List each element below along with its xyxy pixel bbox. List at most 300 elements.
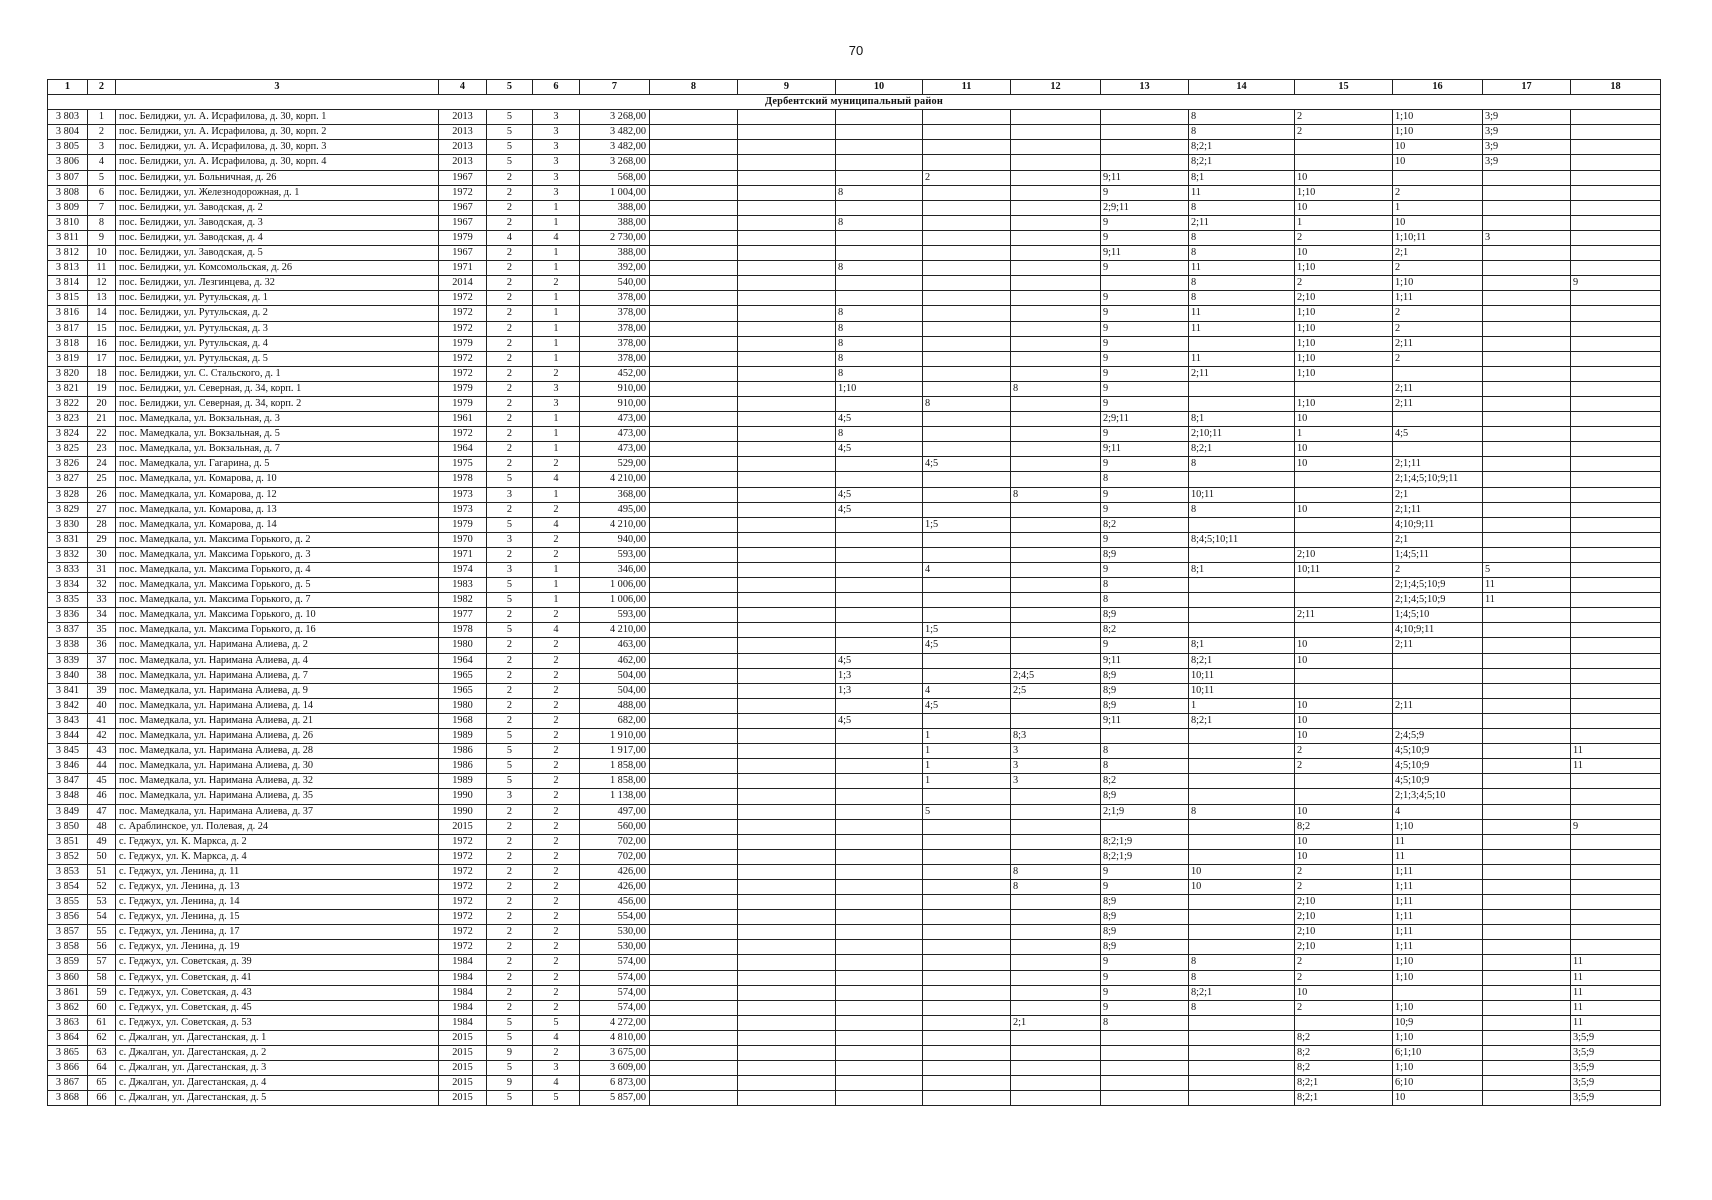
work-plan-col-13-cell: 9 [1101, 638, 1189, 653]
work-plan-col-10-cell [836, 457, 923, 472]
table-row [48, 261, 1661, 276]
work-plan-col-10-cell [836, 819, 923, 834]
item-number-cell: 57 [88, 955, 116, 970]
work-plan-col-16-cell: 1;10 [1393, 125, 1483, 140]
work-plan-col-8-cell [650, 230, 738, 245]
table-row [48, 215, 1661, 230]
work-plan-col-15-cell: 1 [1295, 427, 1393, 442]
work-plan-col-13-cell: 8;9 [1101, 789, 1189, 804]
registry-number-cell: 3 847 [48, 774, 88, 789]
work-plan-col-11-cell: 5 [923, 804, 1011, 819]
address-cell: пос. Белиджи, ул. Рутульская, д. 2 [116, 306, 439, 321]
work-plan-col-12-cell [1011, 804, 1101, 819]
work-plan-col-18-cell: 3;5;9 [1571, 1030, 1661, 1045]
work-plan-col-16-cell: 4;10;9;11 [1393, 517, 1483, 532]
work-plan-col-18-cell [1571, 879, 1661, 894]
work-plan-col-9-cell [738, 1000, 836, 1015]
item-number-cell: 27 [88, 502, 116, 517]
work-plan-col-10-cell [836, 910, 923, 925]
registry-number-cell: 3 816 [48, 306, 88, 321]
entrances-cell: 3 [533, 170, 580, 185]
work-plan-col-14-cell [1189, 517, 1295, 532]
work-plan-col-11-cell [923, 532, 1011, 547]
work-plan-col-16-cell: 2;11 [1393, 336, 1483, 351]
work-plan-col-15-cell [1295, 578, 1393, 593]
table-row [48, 1076, 1661, 1091]
year-built-cell: 1973 [439, 487, 487, 502]
work-plan-col-18-cell [1571, 698, 1661, 713]
work-plan-col-12-cell [1011, 910, 1101, 925]
item-number-cell: 53 [88, 895, 116, 910]
work-plan-col-17-cell [1483, 351, 1571, 366]
registry-number-cell: 3 818 [48, 336, 88, 351]
year-built-cell: 2015 [439, 1061, 487, 1076]
registry-number-cell: 3 845 [48, 744, 88, 759]
work-plan-col-13-cell: 9 [1101, 879, 1189, 894]
area-cell: 378,00 [580, 321, 650, 336]
entrances-cell: 3 [533, 125, 580, 140]
work-plan-col-16-cell: 2 [1393, 185, 1483, 200]
work-plan-col-17-cell [1483, 442, 1571, 457]
area-cell: 378,00 [580, 291, 650, 306]
work-plan-col-15-cell: 1;10 [1295, 321, 1393, 336]
work-plan-col-13-cell: 8;2 [1101, 774, 1189, 789]
item-number-cell: 16 [88, 336, 116, 351]
item-number-cell: 61 [88, 1015, 116, 1030]
work-plan-col-15-cell: 2 [1295, 744, 1393, 759]
work-plan-col-15-cell: 10 [1295, 502, 1393, 517]
work-plan-col-14-cell [1189, 834, 1295, 849]
year-built-cell: 1984 [439, 1000, 487, 1015]
work-plan-col-9-cell [738, 230, 836, 245]
registry-number-cell: 3 838 [48, 638, 88, 653]
work-plan-col-9-cell [738, 1015, 836, 1030]
work-plan-col-17-cell [1483, 532, 1571, 547]
work-plan-col-15-cell: 10 [1295, 849, 1393, 864]
work-plan-col-13-cell: 8;9 [1101, 925, 1189, 940]
work-plan-col-10-cell: 8 [836, 366, 923, 381]
item-number-cell: 21 [88, 412, 116, 427]
work-plan-col-18-cell: 11 [1571, 985, 1661, 1000]
work-plan-col-11-cell [923, 1000, 1011, 1015]
registry-number-cell: 3 826 [48, 457, 88, 472]
work-plan-col-13-cell: 9 [1101, 185, 1189, 200]
work-plan-col-18-cell [1571, 668, 1661, 683]
item-number-cell: 60 [88, 1000, 116, 1015]
work-plan-col-12-cell [1011, 940, 1101, 955]
work-plan-col-14-cell: 11 [1189, 261, 1295, 276]
address-cell: пос. Мамедкала, ул. Максима Горького, д. 10 [116, 608, 439, 623]
work-plan-col-12-cell [1011, 306, 1101, 321]
entrances-cell: 3 [533, 110, 580, 125]
work-plan-col-8-cell [650, 608, 738, 623]
work-plan-col-9-cell [738, 155, 836, 170]
work-plan-col-17-cell [1483, 729, 1571, 744]
work-plan-col-17-cell [1483, 940, 1571, 955]
work-plan-col-17-cell [1483, 774, 1571, 789]
entrances-cell: 2 [533, 895, 580, 910]
work-plan-col-14-cell: 8 [1189, 276, 1295, 291]
entrances-cell: 1 [533, 578, 580, 593]
work-plan-col-15-cell: 10 [1295, 412, 1393, 427]
work-plan-col-13-cell: 8 [1101, 744, 1189, 759]
work-plan-col-10-cell [836, 532, 923, 547]
work-plan-col-11-cell [923, 940, 1011, 955]
floors-cell: 2 [487, 547, 533, 562]
work-plan-col-12-cell [1011, 472, 1101, 487]
work-plan-col-15-cell [1295, 1015, 1393, 1030]
registry-number-cell: 3 842 [48, 698, 88, 713]
year-built-cell: 1961 [439, 412, 487, 427]
entrances-cell: 2 [533, 683, 580, 698]
work-plan-col-8-cell [650, 366, 738, 381]
work-plan-col-9-cell [738, 336, 836, 351]
year-built-cell: 1974 [439, 563, 487, 578]
table-row [48, 578, 1661, 593]
work-plan-col-18-cell [1571, 125, 1661, 140]
work-plan-col-10-cell [836, 925, 923, 940]
work-plan-col-18-cell [1571, 683, 1661, 698]
work-plan-col-15-cell: 1;10 [1295, 185, 1393, 200]
table-row [48, 472, 1661, 487]
entrances-cell: 1 [533, 487, 580, 502]
work-plan-col-16-cell: 2;1;11 [1393, 502, 1483, 517]
work-plan-col-13-cell: 9 [1101, 1000, 1189, 1015]
work-plan-col-16-cell: 2;1;4;5;10;9 [1393, 593, 1483, 608]
entrances-cell: 5 [533, 1091, 580, 1106]
work-plan-col-14-cell: 8 [1189, 955, 1295, 970]
work-plan-col-17-cell [1483, 396, 1571, 411]
work-plan-col-13-cell: 8;9 [1101, 683, 1189, 698]
table-row [48, 895, 1661, 910]
work-plan-col-12-cell [1011, 608, 1101, 623]
work-plan-col-18-cell [1571, 472, 1661, 487]
work-plan-col-17-cell: 3;9 [1483, 155, 1571, 170]
work-plan-col-18-cell: 3;5;9 [1571, 1076, 1661, 1091]
work-plan-col-15-cell [1295, 517, 1393, 532]
item-number-cell: 5 [88, 170, 116, 185]
work-plan-col-17-cell [1483, 819, 1571, 834]
work-plan-col-18-cell [1571, 321, 1661, 336]
item-number-cell: 40 [88, 698, 116, 713]
address-cell: с. Геджух, ул. Советская, д. 45 [116, 1000, 439, 1015]
year-built-cell: 2013 [439, 110, 487, 125]
floors-cell: 2 [487, 668, 533, 683]
work-plan-col-8-cell [650, 638, 738, 653]
year-built-cell: 1964 [439, 442, 487, 457]
year-built-cell: 1984 [439, 955, 487, 970]
entrances-cell: 3 [533, 381, 580, 396]
floors-cell: 5 [487, 729, 533, 744]
work-plan-col-11-cell [923, 185, 1011, 200]
work-plan-col-9-cell [738, 744, 836, 759]
table-row [48, 487, 1661, 502]
entrances-cell: 2 [533, 925, 580, 940]
entrances-cell: 2 [533, 608, 580, 623]
table-row [48, 125, 1661, 140]
work-plan-col-9-cell [738, 1091, 836, 1106]
column-header-17: 17 [1483, 80, 1571, 95]
registry-number-cell: 3 820 [48, 366, 88, 381]
work-plan-col-11-cell [923, 306, 1011, 321]
item-number-cell: 4 [88, 155, 116, 170]
area-cell: 554,00 [580, 910, 650, 925]
area-cell: 529,00 [580, 457, 650, 472]
year-built-cell: 1972 [439, 351, 487, 366]
work-plan-col-9-cell [738, 1061, 836, 1076]
area-cell: 910,00 [580, 396, 650, 411]
work-plan-col-18-cell [1571, 185, 1661, 200]
work-plan-col-10-cell: 4;5 [836, 653, 923, 668]
work-plan-col-13-cell: 8;9 [1101, 910, 1189, 925]
work-plan-col-14-cell [1189, 381, 1295, 396]
work-plan-col-11-cell: 1 [923, 729, 1011, 744]
floors-cell: 2 [487, 834, 533, 849]
work-plan-col-18-cell [1571, 412, 1661, 427]
work-plan-col-8-cell [650, 517, 738, 532]
work-plan-col-16-cell: 1;10 [1393, 970, 1483, 985]
work-plan-col-13-cell [1101, 729, 1189, 744]
table-row [48, 955, 1661, 970]
entrances-cell: 1 [533, 442, 580, 457]
item-number-cell: 47 [88, 804, 116, 819]
floors-cell: 2 [487, 200, 533, 215]
floors-cell: 2 [487, 985, 533, 1000]
work-plan-col-18-cell [1571, 517, 1661, 532]
registry-number-cell: 3 867 [48, 1076, 88, 1091]
work-plan-col-17-cell: 11 [1483, 593, 1571, 608]
floors-cell: 2 [487, 895, 533, 910]
work-plan-col-14-cell: 8;2;1 [1189, 653, 1295, 668]
work-plan-col-9-cell [738, 668, 836, 683]
floors-cell: 2 [487, 502, 533, 517]
work-plan-col-8-cell [650, 653, 738, 668]
work-plan-col-8-cell [650, 759, 738, 774]
work-plan-col-8-cell [650, 864, 738, 879]
year-built-cell: 1984 [439, 970, 487, 985]
area-cell: 426,00 [580, 879, 650, 894]
registry-number-cell: 3 853 [48, 864, 88, 879]
work-plan-col-18-cell [1571, 849, 1661, 864]
area-cell: 1 138,00 [580, 789, 650, 804]
work-plan-col-14-cell: 1 [1189, 698, 1295, 713]
area-cell: 3 268,00 [580, 155, 650, 170]
work-plan-col-18-cell: 11 [1571, 759, 1661, 774]
area-cell: 1 006,00 [580, 578, 650, 593]
work-plan-col-18-cell: 11 [1571, 955, 1661, 970]
work-plan-col-10-cell [836, 638, 923, 653]
area-cell: 4 272,00 [580, 1015, 650, 1030]
floors-cell: 2 [487, 879, 533, 894]
year-built-cell: 1984 [439, 985, 487, 1000]
work-plan-col-15-cell: 1;10 [1295, 336, 1393, 351]
work-plan-col-12-cell [1011, 985, 1101, 1000]
column-header-5: 5 [487, 80, 533, 95]
column-header-9: 9 [738, 80, 836, 95]
work-plan-col-9-cell [738, 427, 836, 442]
work-plan-col-16-cell: 1;11 [1393, 879, 1483, 894]
work-plan-col-18-cell: 11 [1571, 970, 1661, 985]
area-cell: 368,00 [580, 487, 650, 502]
table-row [48, 170, 1661, 185]
work-plan-col-11-cell [923, 412, 1011, 427]
work-plan-col-15-cell: 1;10 [1295, 306, 1393, 321]
work-plan-col-8-cell [650, 698, 738, 713]
floors-cell: 5 [487, 125, 533, 140]
year-built-cell: 1972 [439, 306, 487, 321]
work-plan-col-13-cell: 2;1;9 [1101, 804, 1189, 819]
table-row [48, 306, 1661, 321]
work-plan-col-16-cell: 6;10 [1393, 1076, 1483, 1091]
work-plan-col-8-cell [650, 834, 738, 849]
work-plan-col-10-cell [836, 849, 923, 864]
year-built-cell: 1968 [439, 713, 487, 728]
work-plan-col-18-cell [1571, 502, 1661, 517]
floors-cell: 3 [487, 789, 533, 804]
work-plan-col-8-cell [650, 200, 738, 215]
item-number-cell: 33 [88, 593, 116, 608]
work-plan-col-12-cell: 8 [1011, 381, 1101, 396]
address-cell: пос. Белиджи, ул. Рутульская, д. 4 [116, 336, 439, 351]
work-plan-col-10-cell [836, 547, 923, 562]
work-plan-col-16-cell: 2;1 [1393, 532, 1483, 547]
work-plan-col-9-cell [738, 457, 836, 472]
work-plan-col-16-cell: 2;1 [1393, 487, 1483, 502]
table-row [48, 759, 1661, 774]
table-row [48, 230, 1661, 245]
work-plan-col-11-cell [923, 925, 1011, 940]
column-header-4: 4 [439, 80, 487, 95]
entrances-cell: 2 [533, 366, 580, 381]
table-row [48, 668, 1661, 683]
entrances-cell: 1 [533, 261, 580, 276]
work-plan-col-13-cell: 9 [1101, 970, 1189, 985]
work-plan-col-11-cell [923, 713, 1011, 728]
floors-cell: 3 [487, 532, 533, 547]
entrances-cell: 2 [533, 1046, 580, 1061]
area-cell: 346,00 [580, 563, 650, 578]
work-plan-col-8-cell [650, 1046, 738, 1061]
work-plan-col-8-cell [650, 412, 738, 427]
work-plan-col-16-cell: 1;11 [1393, 895, 1483, 910]
work-plan-col-18-cell [1571, 442, 1661, 457]
work-plan-col-14-cell: 8;1 [1189, 170, 1295, 185]
work-plan-col-16-cell: 11 [1393, 849, 1483, 864]
work-plan-col-9-cell [738, 381, 836, 396]
work-plan-col-10-cell [836, 623, 923, 638]
item-number-cell: 9 [88, 230, 116, 245]
floors-cell: 3 [487, 563, 533, 578]
address-cell: пос. Белиджи, ул. Больничная, д. 26 [116, 170, 439, 185]
work-plan-col-11-cell [923, 985, 1011, 1000]
area-cell: 1 858,00 [580, 759, 650, 774]
table-row [48, 1046, 1661, 1061]
registry-number-cell: 3 833 [48, 563, 88, 578]
work-plan-col-8-cell [650, 593, 738, 608]
work-plan-col-12-cell [1011, 230, 1101, 245]
address-cell: с. Араблинское, ул. Полевая, д. 24 [116, 819, 439, 834]
work-plan-col-8-cell [650, 819, 738, 834]
work-plan-col-18-cell: 11 [1571, 744, 1661, 759]
work-plan-col-8-cell [650, 381, 738, 396]
work-plan-col-9-cell [738, 879, 836, 894]
work-plan-col-18-cell [1571, 336, 1661, 351]
work-plan-col-15-cell: 10 [1295, 804, 1393, 819]
work-plan-col-8-cell [650, 140, 738, 155]
registry-number-cell: 3 830 [48, 517, 88, 532]
work-plan-col-11-cell: 4 [923, 683, 1011, 698]
registry-number-cell: 3 855 [48, 895, 88, 910]
item-number-cell: 41 [88, 713, 116, 728]
work-plan-col-15-cell: 2 [1295, 276, 1393, 291]
work-plan-col-11-cell: 1;5 [923, 623, 1011, 638]
entrances-cell: 3 [533, 185, 580, 200]
work-plan-col-10-cell: 8 [836, 336, 923, 351]
item-number-cell: 14 [88, 306, 116, 321]
registry-number-cell: 3 860 [48, 970, 88, 985]
table-body [48, 95, 1661, 1106]
entrances-cell: 4 [533, 1076, 580, 1091]
registry-number-cell: 3 862 [48, 1000, 88, 1015]
work-plan-col-10-cell [836, 517, 923, 532]
work-plan-col-11-cell [923, 366, 1011, 381]
area-cell: 540,00 [580, 276, 650, 291]
registry-number-cell: 3 834 [48, 578, 88, 593]
column-header-7: 7 [580, 80, 650, 95]
floors-cell: 2 [487, 185, 533, 200]
work-plan-col-15-cell: 10 [1295, 834, 1393, 849]
table-row [48, 351, 1661, 366]
work-plan-col-16-cell: 4 [1393, 804, 1483, 819]
address-cell: пос. Белиджи, ул. А. Исрафилова, д. 30, корп. 2 [116, 125, 439, 140]
area-cell: 1 917,00 [580, 744, 650, 759]
area-cell: 574,00 [580, 955, 650, 970]
registry-number-cell: 3 827 [48, 472, 88, 487]
item-number-cell: 64 [88, 1061, 116, 1076]
work-plan-col-14-cell: 8 [1189, 246, 1295, 261]
table-row [48, 1030, 1661, 1045]
table-row [48, 185, 1661, 200]
entrances-cell: 2 [533, 276, 580, 291]
work-plan-col-9-cell [738, 261, 836, 276]
work-plan-col-8-cell [650, 427, 738, 442]
work-plan-col-15-cell: 8;2;1 [1295, 1076, 1393, 1091]
work-plan-col-18-cell [1571, 261, 1661, 276]
address-cell: с. Геджух, ул. К. Маркса, д. 2 [116, 834, 439, 849]
work-plan-col-13-cell: 9 [1101, 336, 1189, 351]
work-plan-col-9-cell [738, 834, 836, 849]
registry-number-cell: 3 832 [48, 547, 88, 562]
year-built-cell: 1978 [439, 472, 487, 487]
work-plan-col-11-cell [923, 381, 1011, 396]
registry-number-cell: 3 839 [48, 653, 88, 668]
registry-number-cell: 3 822 [48, 396, 88, 411]
year-built-cell: 2015 [439, 1046, 487, 1061]
area-cell: 4 210,00 [580, 623, 650, 638]
item-number-cell: 44 [88, 759, 116, 774]
table-row [48, 1000, 1661, 1015]
table-row [48, 985, 1661, 1000]
work-plan-col-13-cell [1101, 1091, 1189, 1106]
work-plan-col-9-cell [738, 608, 836, 623]
work-plan-col-15-cell [1295, 472, 1393, 487]
work-plan-col-15-cell: 1;10 [1295, 396, 1393, 411]
work-plan-col-13-cell: 9 [1101, 230, 1189, 245]
work-plan-col-9-cell [738, 517, 836, 532]
work-plan-col-15-cell: 8;2 [1295, 1046, 1393, 1061]
area-cell: 388,00 [580, 200, 650, 215]
work-plan-col-12-cell [1011, 457, 1101, 472]
